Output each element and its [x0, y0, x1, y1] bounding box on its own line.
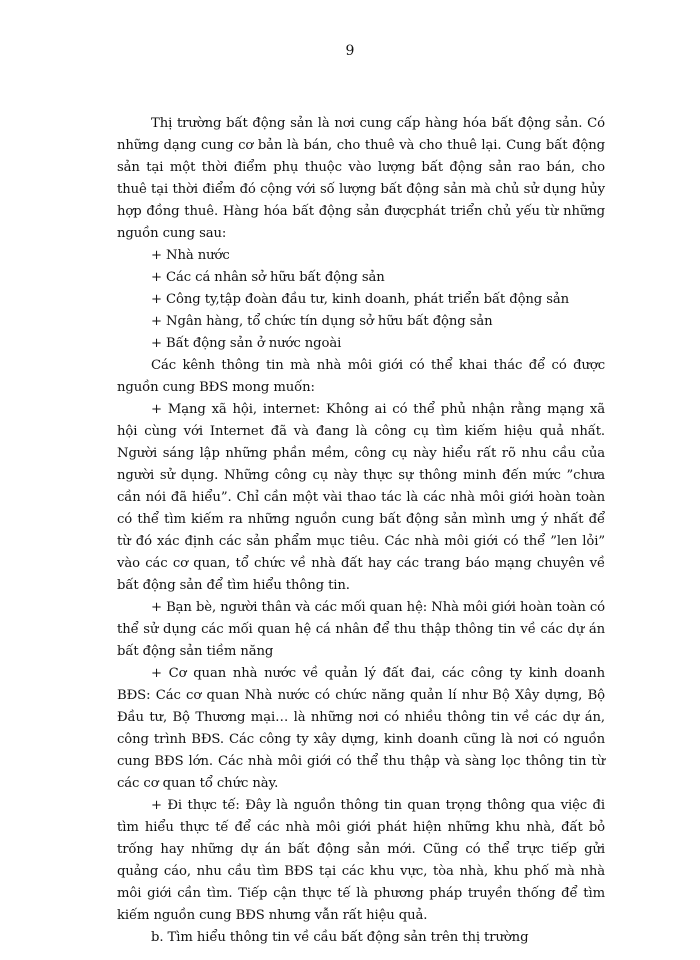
list-item-individuals: + Các cá nhân sở hữu bất động sản [151, 270, 385, 285]
list-item-companies: + Công ty,tập đoàn đầu tư, kinh doanh, phát triển bất động sản [151, 292, 570, 307]
paragraph-field-trips: + Đi thực tế: Đây là nguồn thông tin quan trọng thông qua việc đi tìm hiểu thực tế để các nhà môi giới phát hiện những khu nhà, đất bỏ trống hay những dự án bất động sản mới. Cũng có thể trực tiếp gửi quảng cáo, nhu cầu tìm BĐS tại các khu vực, tòa nhà, khu phố mà nhà môi giới cần tìm. Tiếp cận thực tế là phương pháp truyền thống để tìm kiếm nguồn cung BĐS nhưng vẫn rất hiệu quả. [117, 798, 605, 923]
body-text [117, 113, 605, 949]
paragraph-social-internet: + Mạng xã hội, internet: Không ai có thể phủ nhận rằng mạng xã hội cùng với Internet đã và đang là công cụ tìm kiếm hiệu quả nhất. Người sáng lập những phần mềm, công cụ này hiểu rất rõ nhu cầu của người sử dụng. Những công cụ này thực sự thông minh đến mức ”chưa cần nói đã hiểu”. Chỉ cần một vài thao tác là các nhà môi giới hoàn toàn có thể tìm kiếm ra những nguồn cung bất động sản mình ưng ý nhất để từ đó xác định các sản phẩm mục tiêu. Các nhà môi giới có thể ”len lỏi” vào các cơ quan, tổ chức về nhà đất hay các trang báo mạng chuyên về bất động sản để tìm hiểu thông tin. [117, 402, 605, 593]
page-number: 9 [345, 43, 355, 59]
section-heading-demand: b. Tìm hiểu thông tin về cầu bất động sản trên thị trường [151, 930, 529, 945]
paragraph-state-agencies: + Cơ quan nhà nước về quản lý đất đai, các công ty kinh doanh BĐS: Các cơ quan Nhà nước có chức năng quản lí như Bộ Xây dựng, Bộ Đầu tư, Bộ Thương mại… là những nơi có nhiều thông tin về các dự án, công trình BĐS. Các công ty xây dựng, kinh doanh cũng là nơi có nguồn cung BĐS lớn. Các nhà môi giới có thể thu thập và sàng lọc thông tin từ các cơ quan tổ chức này. [117, 666, 605, 791]
list-item-foreign: + Bất động sản ở nước ngoài [151, 336, 342, 351]
list-item-banks: + Ngân hàng, tổ chức tín dụng sở hữu bất động sản [151, 314, 493, 329]
paragraph-supply-intro: Thị trường bất động sản là nơi cung cấp hàng hóa bất động sản. Có những dạng cung cơ bản là bán, cho thuê và cho thuê lại. Cung bất động sản tại một thời điểm phụ thuộc vào lượng bất động sản rao bán, cho thuê tại thời điểm đó cộng với số lượng bất động sản mà chủ sử dụng hủy hợp đồng thuê. Hàng hóa bất động sản đượcphát triển chủ yếu từ những nguồn cung sau: [117, 116, 605, 241]
paragraph-channels-intro: Các kênh thông tin mà nhà môi giới có thể khai thác để có được nguồn cung BĐS mong muốn: [117, 358, 605, 395]
paragraph-friends-relations: + Bạn bè, người thân và các mối quan hệ: Nhà môi giới hoàn toàn có thể sử dụng các mối quan hệ cá nhân để thu thập thông tin về các dự án bất động sản tiềm năng [117, 600, 605, 659]
list-item-state: + Nhà nước [151, 248, 230, 263]
